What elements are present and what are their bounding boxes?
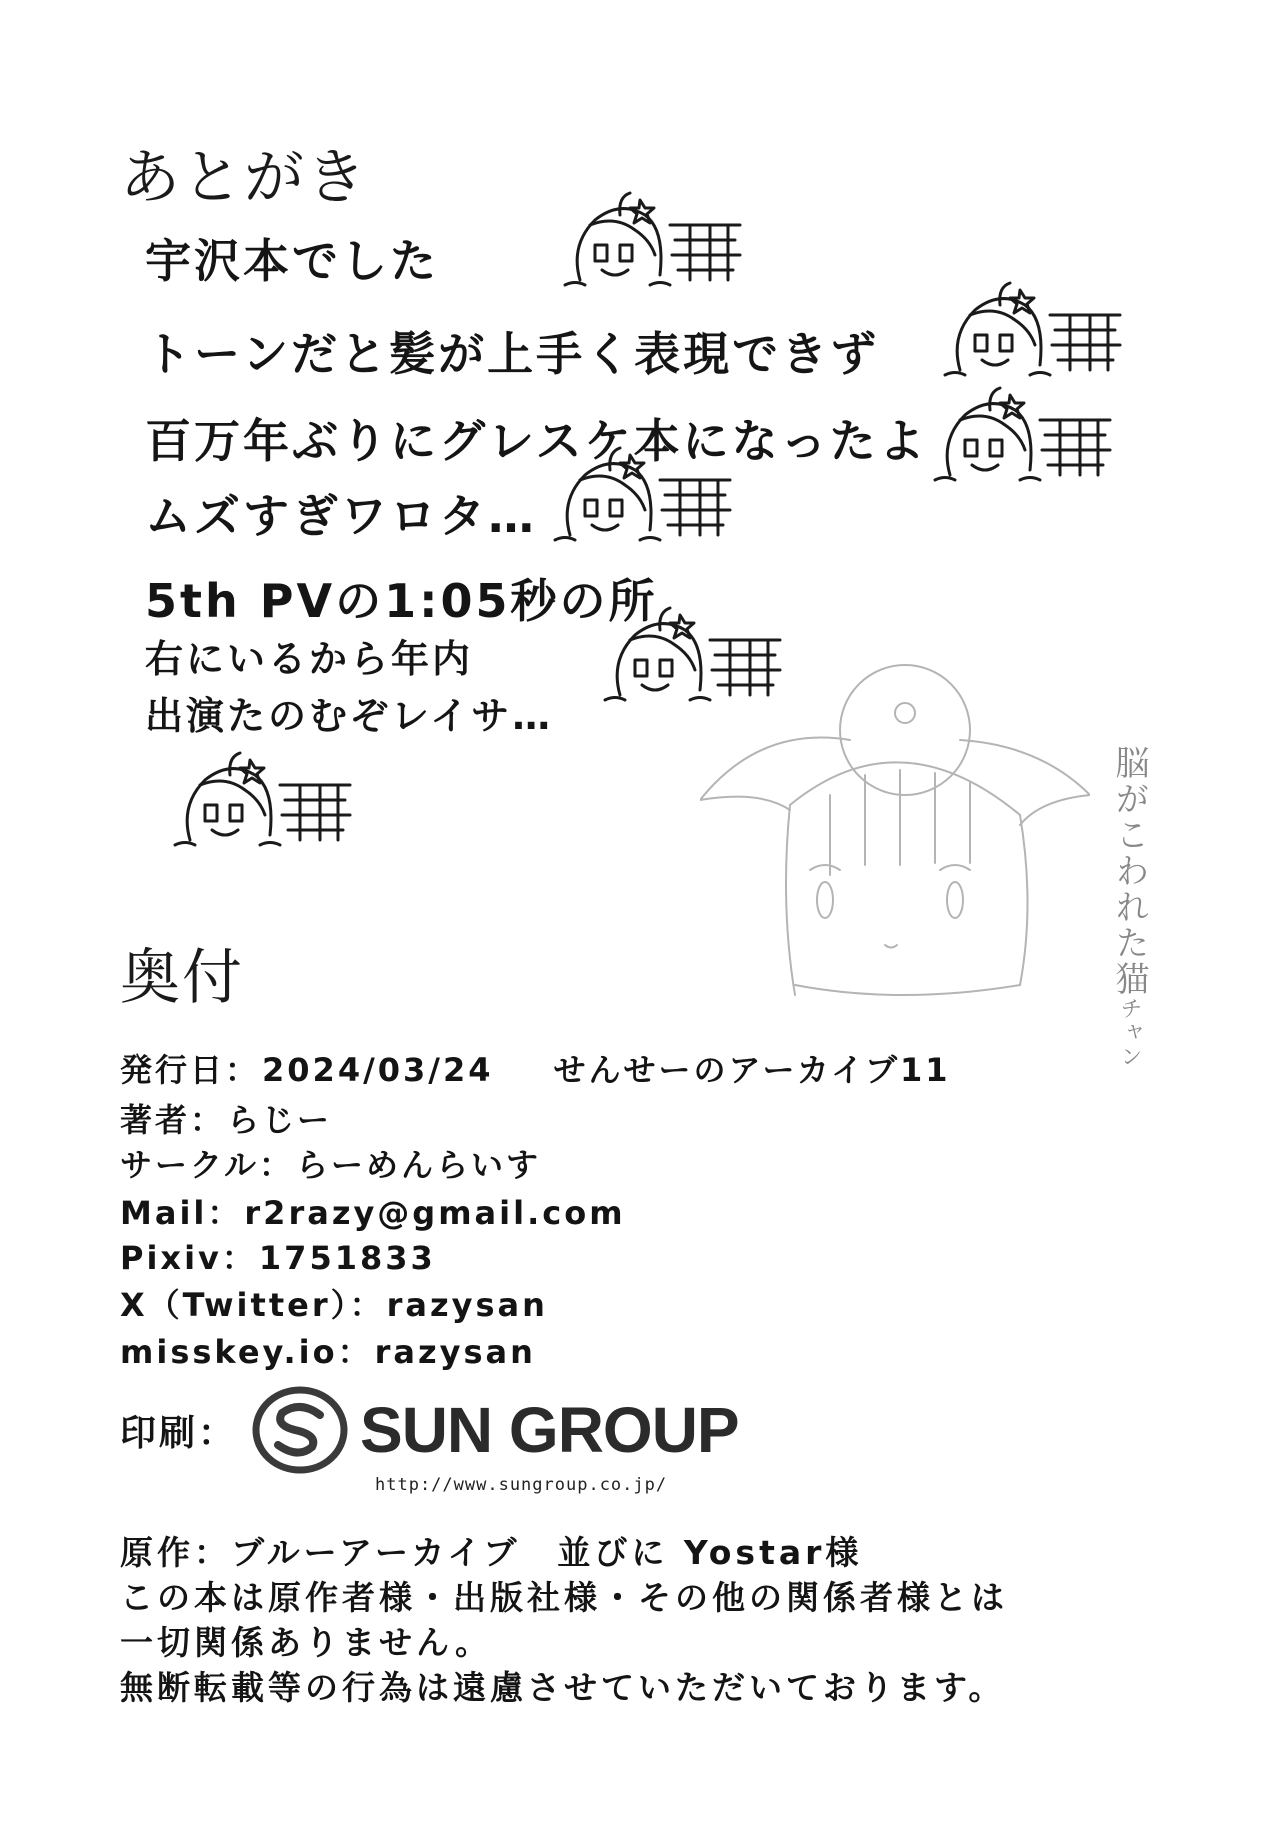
chibi-doodle-illustration <box>930 380 1115 500</box>
printer-label: 印刷： <box>120 1413 238 1454</box>
chibi-doodle-svg <box>930 380 1115 500</box>
cat-caption-sub: チャン <box>1117 997 1142 1069</box>
twitter-label: X（Twitter）： <box>120 1286 385 1324</box>
pixiv-line <box>120 1233 436 1279</box>
copyright-note-line: この本は原作者様・出版社様・その他の関係者様とは <box>120 1578 1008 1617</box>
afterword-line: トーンだと髪が上手く表現できず <box>145 327 880 381</box>
author-line <box>120 1095 332 1141</box>
afterword-line: 5th PVの1:05秒の所 <box>145 574 658 628</box>
printer-url: http://www.sungroup.co.jp/ <box>375 1475 668 1495</box>
afterword-line: 出演たのむぞレイサ… <box>145 694 554 738</box>
copyright-note-line: 無断転載等の行為は遠慮させていただいております。 <box>120 1668 1006 1707</box>
chibi-doodle-illustration <box>940 275 1125 395</box>
afterword-line: ムズすぎワロタ… <box>145 489 537 543</box>
chibi-doodle-svg <box>560 185 745 305</box>
mail-line <box>120 1188 626 1234</box>
pixiv-value: 1751833 <box>258 1239 436 1277</box>
misskey-value: razysan <box>374 1333 536 1371</box>
cat-sketch-svg <box>700 655 1090 1015</box>
printer-row <box>120 1385 1020 1505</box>
circle-label: サークル： <box>120 1146 295 1184</box>
sun-group-logo-text: SUN GROUP <box>360 1394 739 1466</box>
chibi-doodle-illustration <box>170 745 355 865</box>
copyright-note-line: 原作：ブルーアーカイブ 並びに Yostar様 <box>120 1533 863 1572</box>
circle-line <box>120 1140 541 1186</box>
chibi-doodle-illustration <box>560 185 745 305</box>
publish-date-line <box>120 1045 951 1091</box>
author-value: らじー <box>227 1101 333 1139</box>
afterword-title: あとがき <box>120 143 368 213</box>
copyright-note-line: 一切関係ありません。 <box>120 1623 492 1662</box>
cat-sketch-illustration <box>700 655 1090 1015</box>
book-title: せんせーのアーカイブ11 <box>553 1051 951 1089</box>
chibi-doodle-svg <box>170 745 355 865</box>
misskey-label: misskey.io： <box>120 1333 373 1371</box>
pixiv-label: Pixiv： <box>120 1239 257 1277</box>
mail-value: r2razy@gmail.com <box>244 1194 626 1232</box>
chibi-doodle-svg <box>550 440 735 560</box>
sun-group-logo-svg <box>250 1385 350 1475</box>
chibi-doodle-illustration <box>550 440 735 560</box>
chibi-doodle-svg <box>940 275 1125 395</box>
cat-sketch-caption <box>1110 745 1154 1069</box>
misskey-line <box>120 1327 536 1373</box>
publish-date-value: 2024/03/24 <box>262 1051 494 1089</box>
colophon-title: 奥付 <box>120 943 244 1013</box>
cat-caption-main: 脳がこわれた猫 <box>1109 745 1149 997</box>
author-label: 著者： <box>120 1101 226 1139</box>
circle-value: らーめんらいす <box>296 1146 542 1184</box>
twitter-value: razysan <box>386 1286 548 1324</box>
afterword-line: 宇沢本でした <box>145 234 439 288</box>
afterword-line: 右にいるから年内 <box>145 637 474 681</box>
mail-label: Mail： <box>120 1194 243 1232</box>
afterword-line: 百万年ぶりにグレスケ本になったよ <box>145 414 928 468</box>
twitter-line <box>120 1280 548 1326</box>
publish-date-label: 発行日： <box>120 1051 261 1089</box>
sun-group-logo-icon <box>250 1385 350 1475</box>
